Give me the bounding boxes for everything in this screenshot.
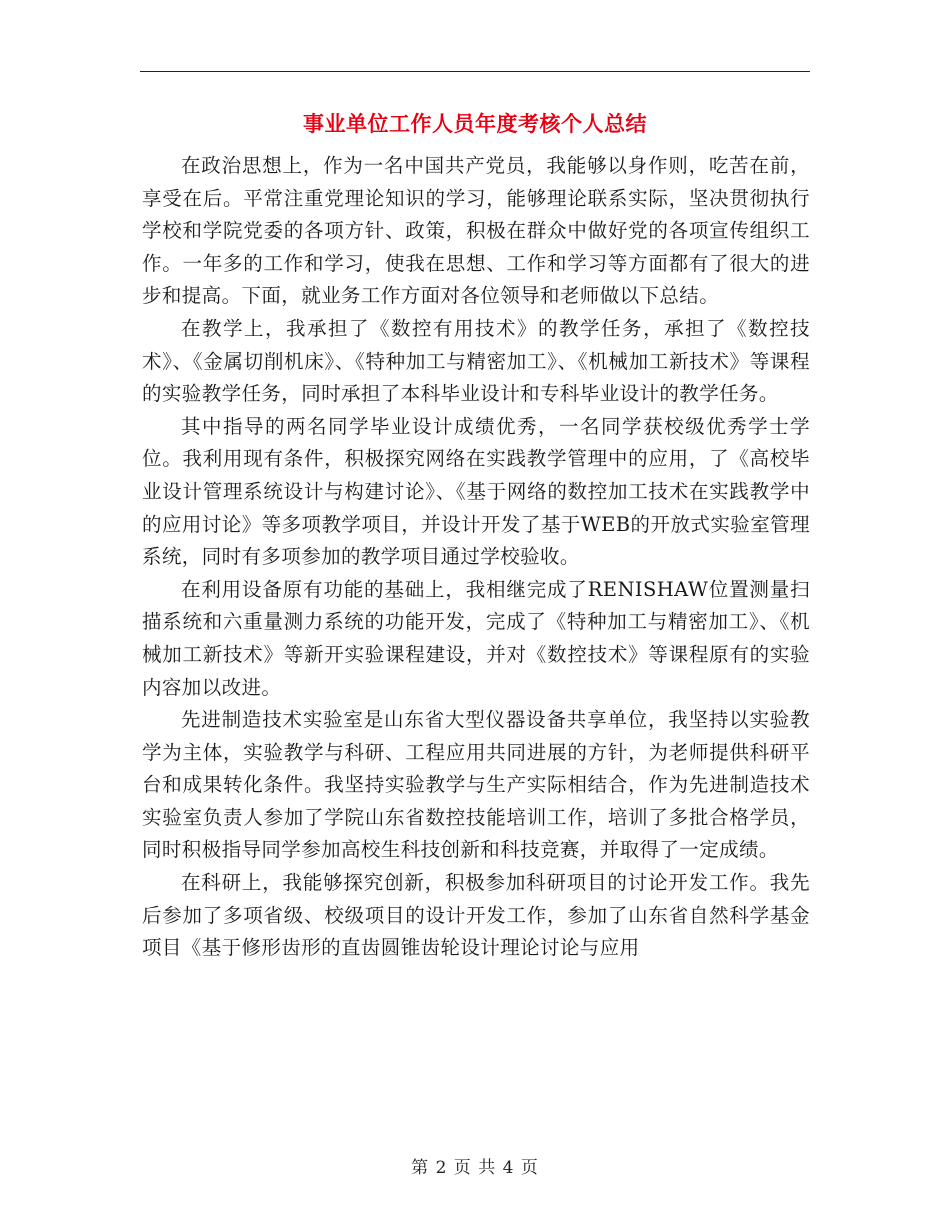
header-rule (140, 71, 810, 72)
paragraph-graduation-design: 其中指导的两名同学毕业设计成绩优秀，一名同学获校级优秀学士学位。我利用现有条件，积极探究网络在实践教学管理中的应用，了《高校毕业设计管理系统设计与构建讨论》、《基于网络的数控加工技术在实践教学中的应用讨论》等多项教学项目，并设计开发了基于WEB的开放式实验室管理系统，同时有多项参加的教学项目通过学校验收。 (142, 414, 810, 569)
paragraph-teaching: 在教学上，我承担了《数控有用技术》的教学任务，承担了《数控技术》、《金属切削机床》、《特种加工与精密加工》、《机械加工新技术》等课程的实验教学任务，同时承担了本科毕业设计和专科毕业设计的教学任务。 (142, 316, 810, 406)
page-number: 第 2 页 共 4 页 (411, 1158, 539, 1178)
paragraph-research: 在科研上，我能够探究创新，积极参加科研项目的讨论开发工作。我先后参加了多项省级、校级项目的设计开发工作，参加了山东省自然科学基金项目《基于修形齿形的直齿圆锥齿轮设计理论讨论与应用 (142, 871, 810, 960)
paragraph-laboratory: 先进制造技术实验室是山东省大型仪器设备共享单位，我坚持以实验教学为主体，实验教学与科研、工程应用共同进展的方针，为老师提供科研平台和成果转化条件。我坚持实验教学与生产实际相结合，作为先进制造技术实验室负责人参加了学院山东省数控技能培训工作，培训了多批合格学员，同时积极指导同学参加高校生科技创新和科技竞赛，并取得了一定成绩。 (142, 708, 810, 862)
paragraph-political: 在政治思想上，作为一名中国共产党员，我能够以身作则，吃苦在前，享受在后。平常注重党理论知识的学习，能够理论联系实际，坚决贯彻执行学校和学院党委的各项方针、政策，积极在群众中做好党的各项宣传组织工作。一年多的工作和学习，使我在思想、工作和学习等方面都有了很大的进步和提高。下面，就业务工作方面对各位领导和老师做以下总结。 (142, 154, 810, 308)
document-body (142, 150, 810, 965)
paragraph-equipment: 在利用设备原有功能的基础上，我相继完成了RENISHAW位置测量扫描系统和六重量测力系统的功能开发，完成了《特种加工与精密加工》、《机械加工新技术》等新开实验课程建设，并对《数控技术》等课程原有的实验内容加以改进。 (142, 577, 810, 699)
document-title: 事业单位工作人员年度考核个人总结 (303, 111, 647, 136)
